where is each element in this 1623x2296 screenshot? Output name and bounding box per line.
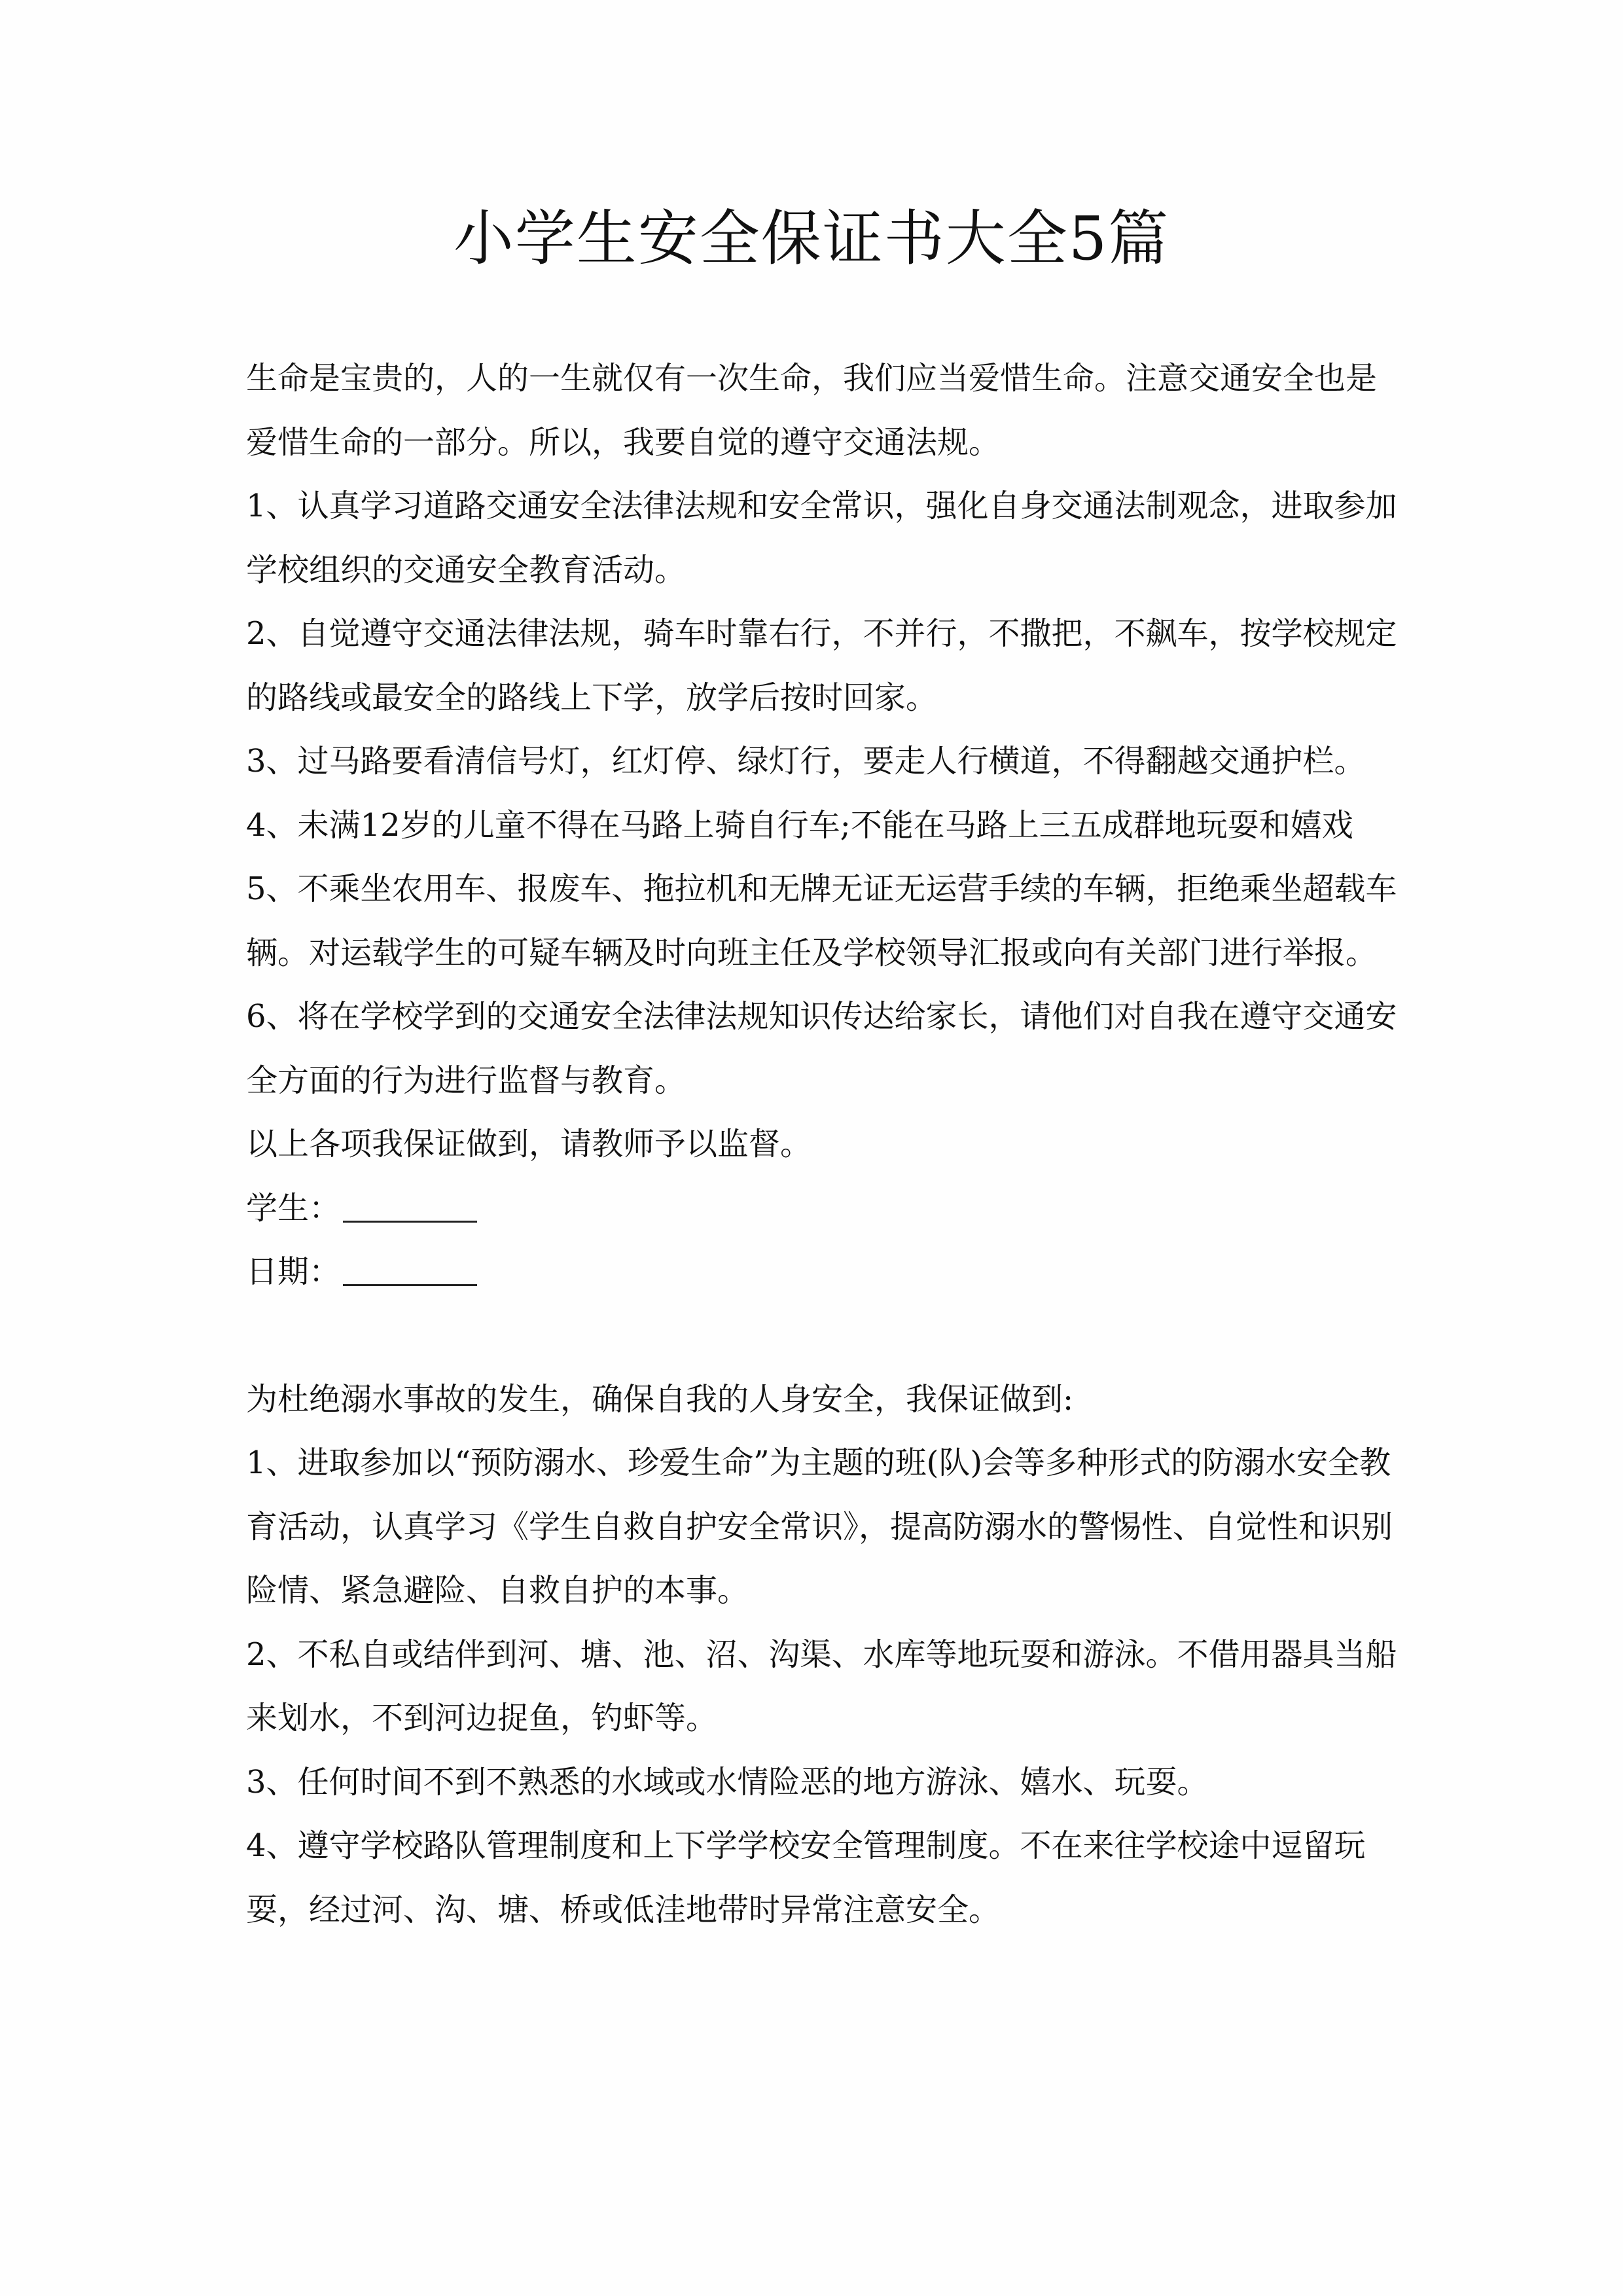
- section1-item-5: 5、不乘坐农用车、报废车、拖拉机和无牌无证无运营手续的车辆，拒绝乘坐超载车辆。对运载学生的可疑车辆及时向班主任及学校领导汇报或向有关部门进行举报。: [246, 870, 1397, 971]
- date-label: 日期：: [246, 1253, 341, 1290]
- document-body: [246, 347, 1398, 1942]
- section2-item-4: 4、遵守学校路队管理制度和上下学学校安全管理制度。不在来往学校途中逗留玩耍，经过河、沟、塘、桥或低洼地带时异常注意安全。: [246, 1827, 1366, 1928]
- section1-item-4: 4、未满12岁的儿童不得在马路上骑自行车;不能在马路上三五成群地玩耍和嬉戏: [246, 806, 1353, 844]
- student-signature-line: [246, 1177, 1398, 1241]
- section2-item-3: 3、任何时间不到不熟悉的水域或水情险恶的地方游泳、嬉水、玩耍。: [246, 1763, 1209, 1801]
- section1-item-1: 1、认真学习道路交通安全法律法规和安全常识，强化自身交通法制观念，进取参加学校组织的交通安全教育活动。: [246, 488, 1397, 588]
- section1-item-3: 3、过马路要看清信号灯，红灯停、绿灯行，要走人行横道，不得翻越交通护栏。: [246, 743, 1366, 780]
- date-signature-line: [246, 1240, 1398, 1304]
- section1-item-6: 6、将在学校学到的交通安全法律法规知识传达给家长，请他们对自我在遵守交通安全方面的行为进行监督与教育。: [246, 998, 1397, 1099]
- date-blank: [343, 1251, 477, 1286]
- student-label: 学生：: [246, 1189, 341, 1227]
- section-gap: [246, 1304, 1398, 1368]
- section2-item-1: 1、进取参加以“预防溺水、珍爱生命”为主题的班(队)会等多种形式的防溺水安全教育活动，认真学习《学生自救自护安全常识》，提高防溺水的警惕性、自觉性和识别险情、紧急避险、自救自护的本事。: [246, 1444, 1393, 1609]
- section2-item-2: 2、不私自或结伴到河、塘、池、沼、沟渠、水库等地玩耍和游泳。不借用器具当船来划水，不到河边捉鱼，钓虾等。: [246, 1636, 1397, 1736]
- section1-closing: 以上各项我保证做到，请教师予以监督。: [246, 1126, 812, 1162]
- document-title: 小学生安全保证书大全5篇: [453, 204, 1170, 274]
- section2-intro: 为杜绝溺水事故的发生，确保自我的人身安全，我保证做到:: [246, 1380, 1074, 1418]
- section1-intro: 生命是宝贵的，人的一生就仅有一次生命，我们应当爱惜生命。注意交通安全也是爱惜生命的一部分。所以，我要自觉的遵守交通法规。: [246, 360, 1378, 461]
- section1-item-2: 2、自觉遵守交通法律法规，骑车时靠右行，不并行，不撒把，不飙车，按学校规定的路线或最安全的路线上下学，放学后按时回家。: [246, 615, 1397, 716]
- student-blank: [343, 1188, 477, 1223]
